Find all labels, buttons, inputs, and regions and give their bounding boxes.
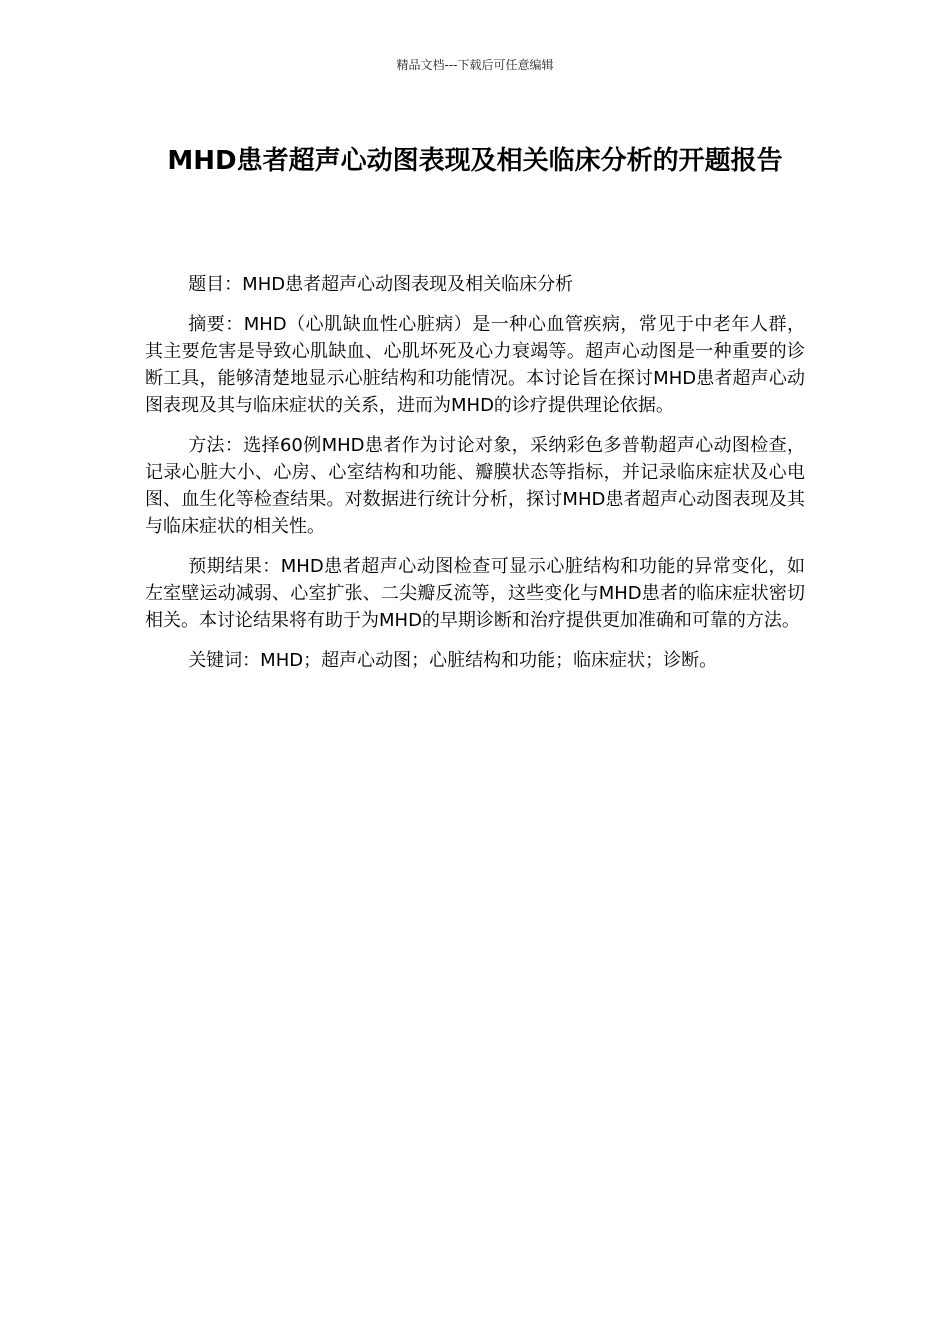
abstract-paragraph: 摘要：MHD（心肌缺血性心脏病）是一种心血管疾病，常见于中老年人群，其主要危害是导致心肌缺血、心肌坏死及心力衰竭等。超声心动图是一种重要的诊断工具，能够清楚地显示心脏结构和功能情况。本讨论旨在探讨MHD患者超声心动图表现及其与临床症状的关系，进而为MHD的诊疗提供理论依据。 — [145, 314, 805, 416]
methods-paragraph: 方法：选择60例MHD患者作为讨论对象，采纳彩色多普勒超声心动图检查，记录心脏大小、心房、心室结构和功能、瓣膜状态等指标，并记录临床症状及心电图、血生化等检查结果。对数据进行统计分析，探讨MHD患者超声心动图表现及其与临床症状的相关性。 — [145, 435, 805, 537]
topic-paragraph: 题目：MHD患者超声心动图表现及相关临床分析 — [188, 274, 574, 295]
header-note: 精品文档---下载后可任意编辑 — [396, 58, 554, 72]
document-title: MHD患者超声心动图表现及相关临床分析的开题报告 — [167, 146, 783, 176]
keywords-paragraph: 关键词：MHD；超声心动图；心脏结构和功能；临床症状；诊断。 — [188, 650, 718, 671]
document-body — [145, 271, 805, 687]
expected-results-paragraph: 预期结果：MHD患者超声心动图检查可显示心脏结构和功能的异常变化，如左室壁运动减弱、心室扩张、二尖瓣反流等，这些变化与MHD患者的临床症状密切相关。本讨论结果将有助于为MHD的早期诊断和治疗提供更加准确和可靠的方法。 — [145, 556, 805, 631]
